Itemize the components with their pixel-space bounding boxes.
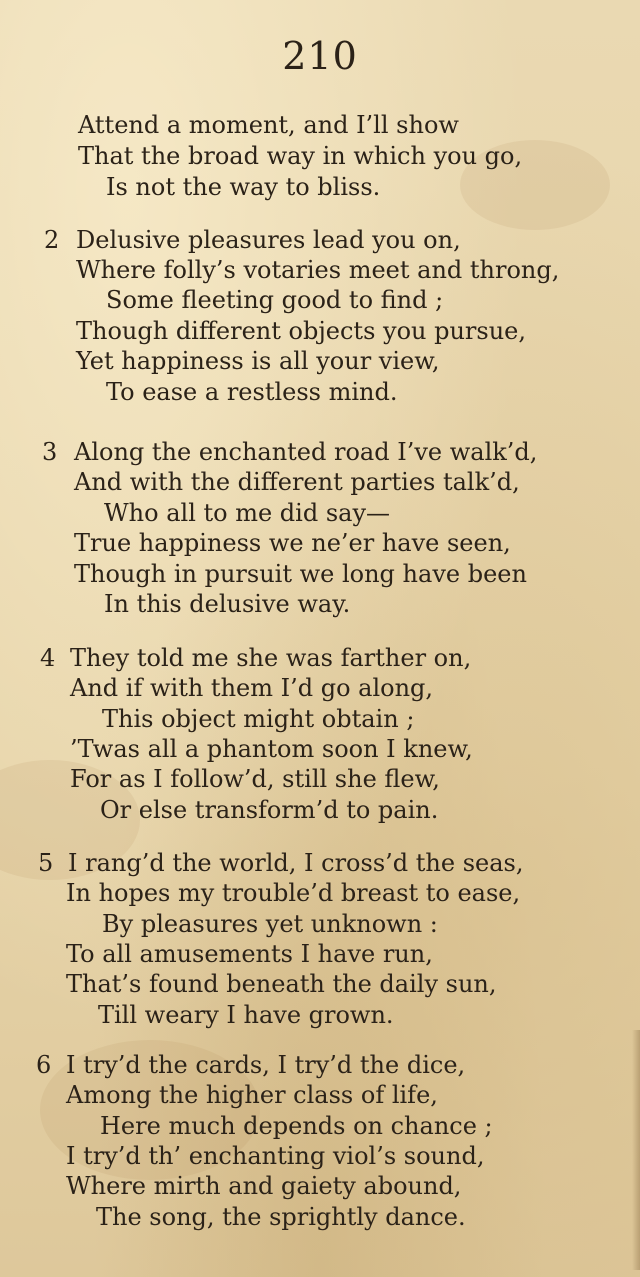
verse-number: 2	[44, 226, 60, 254]
verse-number: 4	[40, 644, 56, 672]
verse-line: Along the enchanted road I’ve walk’d,	[74, 438, 538, 466]
verse-line: Here much depends on chance ;	[100, 1112, 493, 1140]
verse-number: 3	[42, 438, 58, 466]
verse-line: I try’d th’ enchanting viol’s sound,	[66, 1142, 485, 1170]
verse-line: To all amusements I have run,	[66, 940, 433, 968]
verse-line: Or else transform’d to pain.	[100, 796, 439, 824]
verse-line: I rang’d the world, I cross’d the seas,	[68, 849, 524, 877]
verse-line: Among the higher class of life,	[66, 1081, 438, 1109]
verse-line: Till weary I have grown.	[98, 1001, 394, 1029]
verse-line: Some fleeting good to find ;	[106, 286, 444, 314]
verse-line: In this delusive way.	[104, 590, 351, 618]
verse-line: Delusive pleasures lead you on,	[76, 226, 461, 254]
verse-line: And if with them I’d go along,	[70, 674, 434, 702]
verse-number: 6	[36, 1051, 52, 1079]
verse-number: 5	[38, 849, 54, 877]
verse-line: I try’d the cards, I try’d the dice,	[66, 1051, 466, 1079]
verse-line: And with the different parties talk’d,	[74, 468, 520, 496]
verse-line: Though different objects you pursue,	[76, 317, 526, 345]
verse-line: By pleasures yet unknown :	[102, 910, 438, 938]
verse-line: That’s found beneath the daily sun,	[66, 970, 497, 998]
verse-line: Where folly’s votaries meet and throng,	[76, 256, 560, 284]
verse-line: For as I follow’d, still she flew,	[70, 765, 440, 793]
verse-line: Attend a moment, and I’ll show	[78, 111, 459, 139]
verse-line: Yet happiness is all your view,	[76, 347, 440, 375]
verse-line: The song, the sprightly dance.	[96, 1203, 466, 1231]
verse-line: True happiness we ne’er have seen,	[74, 529, 511, 557]
verse-line: In hopes my trouble’d breast to ease,	[66, 879, 521, 907]
page-edge-shadow	[632, 1030, 640, 1270]
verse-line: To ease a restless mind.	[106, 378, 398, 406]
verse-line: Who all to me did say—	[104, 499, 391, 527]
page-number: 210	[282, 34, 358, 78]
verse-line: Though in pursuit we long have been	[74, 560, 527, 588]
verse-line: Where mirth and gaiety abound,	[66, 1172, 462, 1200]
verse-line: They told me she was farther on,	[70, 644, 472, 672]
verse-line: ’Twas all a phantom soon I knew,	[70, 735, 473, 763]
verse-line: That the broad way in which you go,	[78, 142, 523, 170]
verse-line: This object might obtain ;	[102, 705, 415, 733]
verse-line: Is not the way to bliss.	[106, 173, 381, 201]
